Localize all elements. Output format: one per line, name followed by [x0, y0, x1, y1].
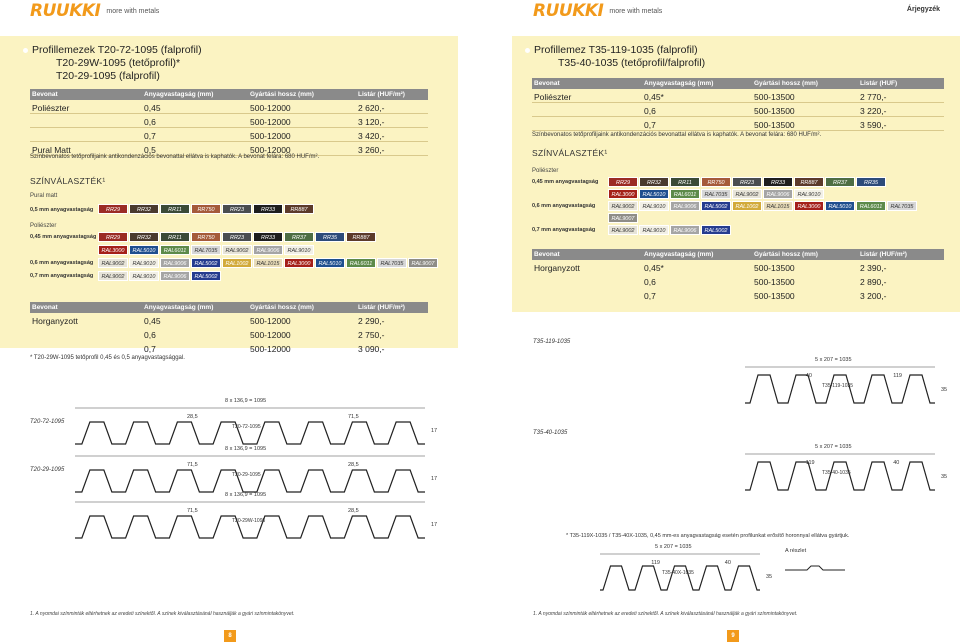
- detail-outline: [785, 566, 845, 570]
- left-coating-note: Színbevonatos tetőprofiljaink antikondenzációs bevonattal ellátva is kaphatók. A bevonat felára: 680 HUF/m².: [30, 154, 320, 160]
- thickness-label: 0,6 mm anyagvastagság: [30, 260, 94, 266]
- col-thickness: Anyagvastagság (mm): [644, 80, 714, 87]
- table-cell: 0,6: [144, 330, 156, 340]
- table-cell: 3 590,-: [860, 120, 887, 130]
- col-bevonat: Bevonat: [534, 251, 560, 258]
- table-cell: Poliészter: [534, 92, 572, 102]
- col-length: Gyártási hossz (mm): [250, 304, 314, 311]
- table-cell: 500-13500: [754, 106, 795, 116]
- col-length: Gyártási hossz (mm): [754, 251, 818, 258]
- color-swatch: RAL6011: [160, 245, 190, 255]
- color-swatch: RAL9002: [608, 225, 638, 235]
- height-dimension: 17: [431, 522, 438, 528]
- profile-name: T20-72-1095: [30, 419, 65, 425]
- col-price: Listár (HUF/m²): [358, 91, 405, 98]
- color-swatch: RAL9010: [639, 201, 669, 211]
- color-swatch: RAL6011: [670, 189, 700, 199]
- table-row: [30, 116, 428, 128]
- color-swatch: RR32: [129, 232, 159, 242]
- table-row: [532, 91, 944, 103]
- rib-dimension: 28,5: [187, 414, 198, 420]
- page-number-right: 9: [727, 630, 739, 642]
- table-cell: 3 200,-: [860, 291, 887, 301]
- color-swatch: RAL9002: [98, 258, 128, 268]
- profile-name: T35-119-1035: [533, 339, 571, 345]
- color-swatch: RR11: [670, 177, 700, 187]
- rib-dimension: 40: [805, 373, 812, 379]
- pural-thickness-label: 0,5 mm anyagvastagság: [30, 207, 94, 213]
- color-swatch: RR23: [222, 232, 252, 242]
- left-title: [32, 44, 202, 83]
- table-cell: 0,45: [144, 103, 161, 113]
- left-table-header: [30, 89, 428, 100]
- span-dimension: 8 x 136,9 = 1095: [225, 492, 267, 498]
- left-footnote: 1. A nyomdai színminták eltérhetnek az eredeti színektől. A színek kiválasztásánál használják a gyári színmintakönyvet.: [30, 611, 295, 617]
- table-cell: 2 290,-: [358, 316, 385, 326]
- span-dimension: 5 x 207 = 1035: [815, 357, 852, 363]
- left-polyester-label: Poliészter: [30, 223, 57, 229]
- table-cell: 0,45*: [644, 92, 664, 102]
- color-swatch: RR887: [794, 177, 824, 187]
- table-cell: 500-12000: [250, 131, 291, 141]
- color-swatch: RR23: [222, 204, 252, 214]
- table-cell: 500-12000: [250, 145, 291, 155]
- left-star-note: * T20-29W-1095 tetőprofil 0,45 és 0,5 anyagvastagsággal.: [30, 355, 185, 361]
- color-swatch: RAL1015: [763, 201, 793, 211]
- table-row: [30, 130, 428, 142]
- color-swatch: RAL3000: [794, 201, 824, 211]
- profile-outline: [745, 462, 935, 490]
- color-swatch: RR37: [825, 177, 855, 187]
- profile-name: T20-29-1095: [30, 467, 65, 473]
- col-thickness: Anyagvastagság (mm): [644, 251, 714, 258]
- height-dimension: 17: [431, 476, 438, 482]
- table-row: [532, 276, 944, 288]
- right-polyester-label: Poliészter: [532, 168, 559, 174]
- color-swatch: RAL5010: [825, 201, 855, 211]
- detail-drawing: [785, 560, 845, 580]
- color-swatch: RR33: [763, 177, 793, 187]
- rib-dimension: 71,5: [187, 462, 198, 468]
- color-swatch: RR37: [284, 232, 314, 242]
- profile-code: T35-119-1035: [822, 383, 854, 389]
- right-title: [534, 44, 705, 70]
- col-thickness: Anyagvastagság (mm): [144, 91, 214, 98]
- table-cell: 0,7: [644, 120, 656, 130]
- col-length: Gyártási hossz (mm): [754, 80, 818, 87]
- table-cell: 0,45*: [644, 263, 664, 273]
- color-swatch: RR35: [315, 232, 345, 242]
- color-swatch: RR29: [98, 204, 128, 214]
- color-swatch: RR750: [191, 232, 221, 242]
- color-swatch: RAL9010: [284, 245, 314, 255]
- right-header: [533, 0, 662, 22]
- table-cell: Pural Matt: [32, 145, 71, 155]
- span-dimension: 5 x 207 = 1035: [815, 444, 852, 450]
- table-cell: Horganyzott: [32, 316, 78, 326]
- thickness-label: 0,45 mm anyagvastagság: [30, 234, 97, 240]
- pricelist-label: Árjegyzék: [906, 6, 940, 13]
- left-title-line-1: Profillemezek T20-72-1095 (falprofil): [32, 44, 202, 56]
- color-swatch: RAL5010: [129, 245, 159, 255]
- table-cell: 0,5: [144, 145, 156, 155]
- thickness-label: 0,45 mm anyagvastagság: [532, 179, 599, 185]
- col-price: Listár (HUF/m²): [860, 251, 907, 258]
- table-cell: 500-12000: [250, 344, 291, 354]
- table-row: [30, 315, 428, 327]
- right-star-note: * T35-119X-1035 / T35-40X-1035, 0,45 mm-es anyagvastagság esetén profilunkat erősítő horonnyal ellátva gyártjuk.: [566, 533, 850, 539]
- logo-tagline: more with metals: [106, 7, 160, 15]
- logo-word: RUUKKI: [30, 1, 101, 21]
- color-swatch: RR33: [253, 232, 283, 242]
- table-cell: 500-13500: [754, 291, 795, 301]
- color-swatch: RAL9007: [608, 213, 638, 223]
- table-cell: 500-13500: [754, 120, 795, 130]
- color-swatch: RR887: [346, 232, 376, 242]
- color-swatch: RAL3000: [98, 245, 128, 255]
- rib-dimension: 119: [805, 460, 815, 466]
- color-swatch: RAL7035: [887, 201, 917, 211]
- detail-label: A részlet: [785, 548, 807, 554]
- table-row: [532, 262, 944, 274]
- color-swatch: RAL9007: [408, 258, 438, 268]
- bullet-dot: [525, 48, 530, 53]
- span-dimension: 8 x 136,9 = 1095: [225, 446, 267, 452]
- span-dimension: 5 x 207 = 1035: [655, 544, 692, 550]
- color-swatch: RAL3000: [284, 258, 314, 268]
- right-coating-note: Színbevonatos tetőprofiljaink antikondenzációs bevonattal ellátva is kaphatók. A bevonat felára: 680 HUF/m².: [532, 132, 822, 138]
- table-cell: 500-13500: [754, 263, 795, 273]
- color-swatch: RR11: [160, 204, 190, 214]
- color-swatch: RAL1002: [222, 258, 252, 268]
- color-swatch: RAL7035: [191, 245, 221, 255]
- color-swatch: RR23: [732, 177, 762, 187]
- height-dimension: 35: [941, 474, 948, 480]
- ruukki-logo: [533, 1, 662, 21]
- color-swatch: RAL5010: [639, 189, 669, 199]
- table-cell: 500-12000: [250, 117, 291, 127]
- table-row: [532, 119, 944, 131]
- color-swatch: RR750: [191, 204, 221, 214]
- pural-matt-label: Pural matt: [30, 193, 58, 199]
- col-bevonat: Bevonat: [534, 80, 560, 87]
- table-cell: 500-13500: [754, 92, 795, 102]
- table-row: [30, 343, 428, 355]
- rib-dimension: 119: [893, 373, 902, 379]
- table-cell: 2 770,-: [860, 92, 887, 102]
- right-table-header: [532, 78, 944, 89]
- rib-dimension: 71,5: [348, 414, 359, 420]
- color-swatch: RAL5010: [315, 258, 345, 268]
- color-swatch: RAL5002: [701, 201, 731, 211]
- table-cell: 3 260,-: [358, 145, 385, 155]
- table-cell: Poliészter: [32, 103, 70, 113]
- table-cell: 3 090,-: [358, 344, 385, 354]
- span-dimension: 8 x 136,9 = 1095: [225, 398, 267, 404]
- right-title-line-1: Profillemez T35-119-1035 (falprofil): [534, 44, 698, 56]
- color-swatch: RAL9010: [794, 189, 824, 199]
- height-dimension: 35: [941, 387, 948, 393]
- left-header: [30, 0, 159, 22]
- right-galvanized-table-header: [532, 249, 944, 260]
- color-swatch: RAL6011: [856, 201, 886, 211]
- color-swatch: RAL9006: [160, 258, 190, 268]
- color-swatch: RAL5002: [701, 225, 731, 235]
- table-cell: 0,7: [144, 131, 156, 141]
- table-cell: 2 620,-: [358, 103, 385, 113]
- color-swatch: RAL9006: [670, 201, 700, 211]
- table-cell: 500-13500: [754, 277, 795, 287]
- table-cell: 3 120,-: [358, 117, 385, 127]
- color-swatch: RR35: [856, 177, 886, 187]
- col-price: Listár (HUF/m²): [358, 304, 405, 311]
- color-swatch: RR11: [160, 232, 190, 242]
- left-galvanized-table-header: [30, 302, 428, 313]
- profile-code: T20-29-1095: [232, 472, 261, 478]
- col-thickness: Anyagvastagság (mm): [144, 304, 214, 311]
- color-swatch: RR32: [129, 204, 159, 214]
- color-swatch: RAL9002: [98, 271, 128, 281]
- color-swatch: RAL9002: [732, 189, 762, 199]
- logo-word: RUUKKI: [533, 1, 604, 21]
- profile-code: T20-29W-1095: [232, 518, 266, 524]
- rib-dimension: 40: [724, 560, 731, 566]
- color-swatch: RR29: [98, 232, 128, 242]
- rib-dimension: 40: [893, 460, 900, 466]
- table-cell: 2 390,-: [860, 263, 887, 273]
- color-swatch: RAL9002: [608, 201, 638, 211]
- table-cell: 3 220,-: [860, 106, 887, 116]
- table-cell: Horganyzott: [534, 263, 580, 273]
- color-swatch: RAL9002: [222, 245, 252, 255]
- height-dimension: 35: [766, 574, 773, 580]
- color-swatch: RAL3000: [608, 189, 638, 199]
- color-swatch: RAL1015: [253, 258, 283, 268]
- table-cell: 3 420,-: [358, 131, 385, 141]
- rib-dimension: 28,5: [348, 508, 359, 514]
- color-swatch: RR887: [284, 204, 314, 214]
- page-number-left: 8: [224, 630, 236, 642]
- col-bevonat: Bevonat: [32, 304, 58, 311]
- thickness-label: 0,7 mm anyagvastagság: [532, 227, 596, 233]
- thickness-label: 0,6 mm anyagvastagság: [532, 203, 596, 209]
- table-row: [532, 290, 944, 302]
- right-title-line-2: T35-40-1035 (tetőprofil/falprofil): [558, 57, 706, 69]
- color-swatch: RR29: [608, 177, 638, 187]
- color-swatch: RR32: [639, 177, 669, 187]
- color-swatch: RAL9006: [763, 189, 793, 199]
- color-swatch: RAL6011: [346, 258, 376, 268]
- profile-outline: [745, 375, 935, 403]
- profile-name: T35-40-1035: [533, 430, 568, 436]
- col-bevonat: Bevonat: [32, 91, 58, 98]
- color-swatch: RAL7035: [377, 258, 407, 268]
- ruukki-logo: [30, 1, 159, 21]
- table-cell: 500-12000: [250, 316, 291, 326]
- height-dimension: 17: [431, 428, 438, 434]
- profile-code: T20-72-1095: [232, 424, 261, 430]
- thickness-label: 0,7 mm anyagvastagság: [30, 273, 94, 279]
- table-cell: 0,7: [644, 291, 656, 301]
- color-swatch: RAL7035: [701, 189, 731, 199]
- color-swatch: RAL9006: [253, 245, 283, 255]
- table-cell: 500-12000: [250, 330, 291, 340]
- left-title-line-2: T20-29W-1095 (tetőprofil)*: [56, 57, 181, 69]
- left-title-line-3: T20-29-1095 (falprofil): [56, 70, 160, 82]
- table-cell: 2 890,-: [860, 277, 887, 287]
- table-cell: 0,45: [144, 316, 161, 326]
- col-price: Listár (HUF): [860, 80, 898, 87]
- color-swatch: RAL9010: [129, 258, 159, 268]
- right-footnote: 1. A nyomdai színminták eltérhetnek az eredeti színektől. A színek kiválasztásánál használják a gyári színmintakönyvet.: [533, 611, 798, 617]
- table-row: [532, 105, 944, 117]
- color-swatch: RR750: [701, 177, 731, 187]
- color-swatch: RAL5002: [191, 271, 221, 281]
- right-color-range-title: SZÍNVÁLASZTÉK¹: [532, 148, 608, 158]
- table-cell: 0,6: [144, 117, 156, 127]
- table-cell: 0,6: [644, 106, 656, 116]
- profile-code: T35-40-1035: [822, 470, 851, 476]
- logo-tagline: more with metals: [609, 7, 663, 15]
- rib-dimension: 71,5: [187, 508, 198, 514]
- table-cell: 0,7: [144, 344, 156, 354]
- table-cell: 2 750,-: [358, 330, 385, 340]
- color-swatch: RAL9010: [129, 271, 159, 281]
- color-swatch: RAL5002: [191, 258, 221, 268]
- color-swatch: RR33: [253, 204, 283, 214]
- profile-code: T35-40X-1035: [662, 570, 694, 576]
- bullet-dot: [23, 48, 28, 53]
- rib-dimension: 28,5: [348, 462, 359, 468]
- color-swatch: RAL1002: [732, 201, 762, 211]
- rib-dimension: 119: [651, 560, 660, 566]
- color-swatch: RAL9006: [160, 271, 190, 281]
- left-color-range-title: SZÍNVÁLASZTÉK¹: [30, 176, 106, 186]
- table-row: [30, 329, 428, 341]
- color-swatch: RAL9010: [639, 225, 669, 235]
- table-cell: 0,6: [644, 277, 656, 287]
- table-row: [30, 102, 428, 114]
- table-cell: 500-12000: [250, 103, 291, 113]
- col-length: Gyártási hossz (mm): [250, 91, 314, 98]
- color-swatch: RAL9006: [670, 225, 700, 235]
